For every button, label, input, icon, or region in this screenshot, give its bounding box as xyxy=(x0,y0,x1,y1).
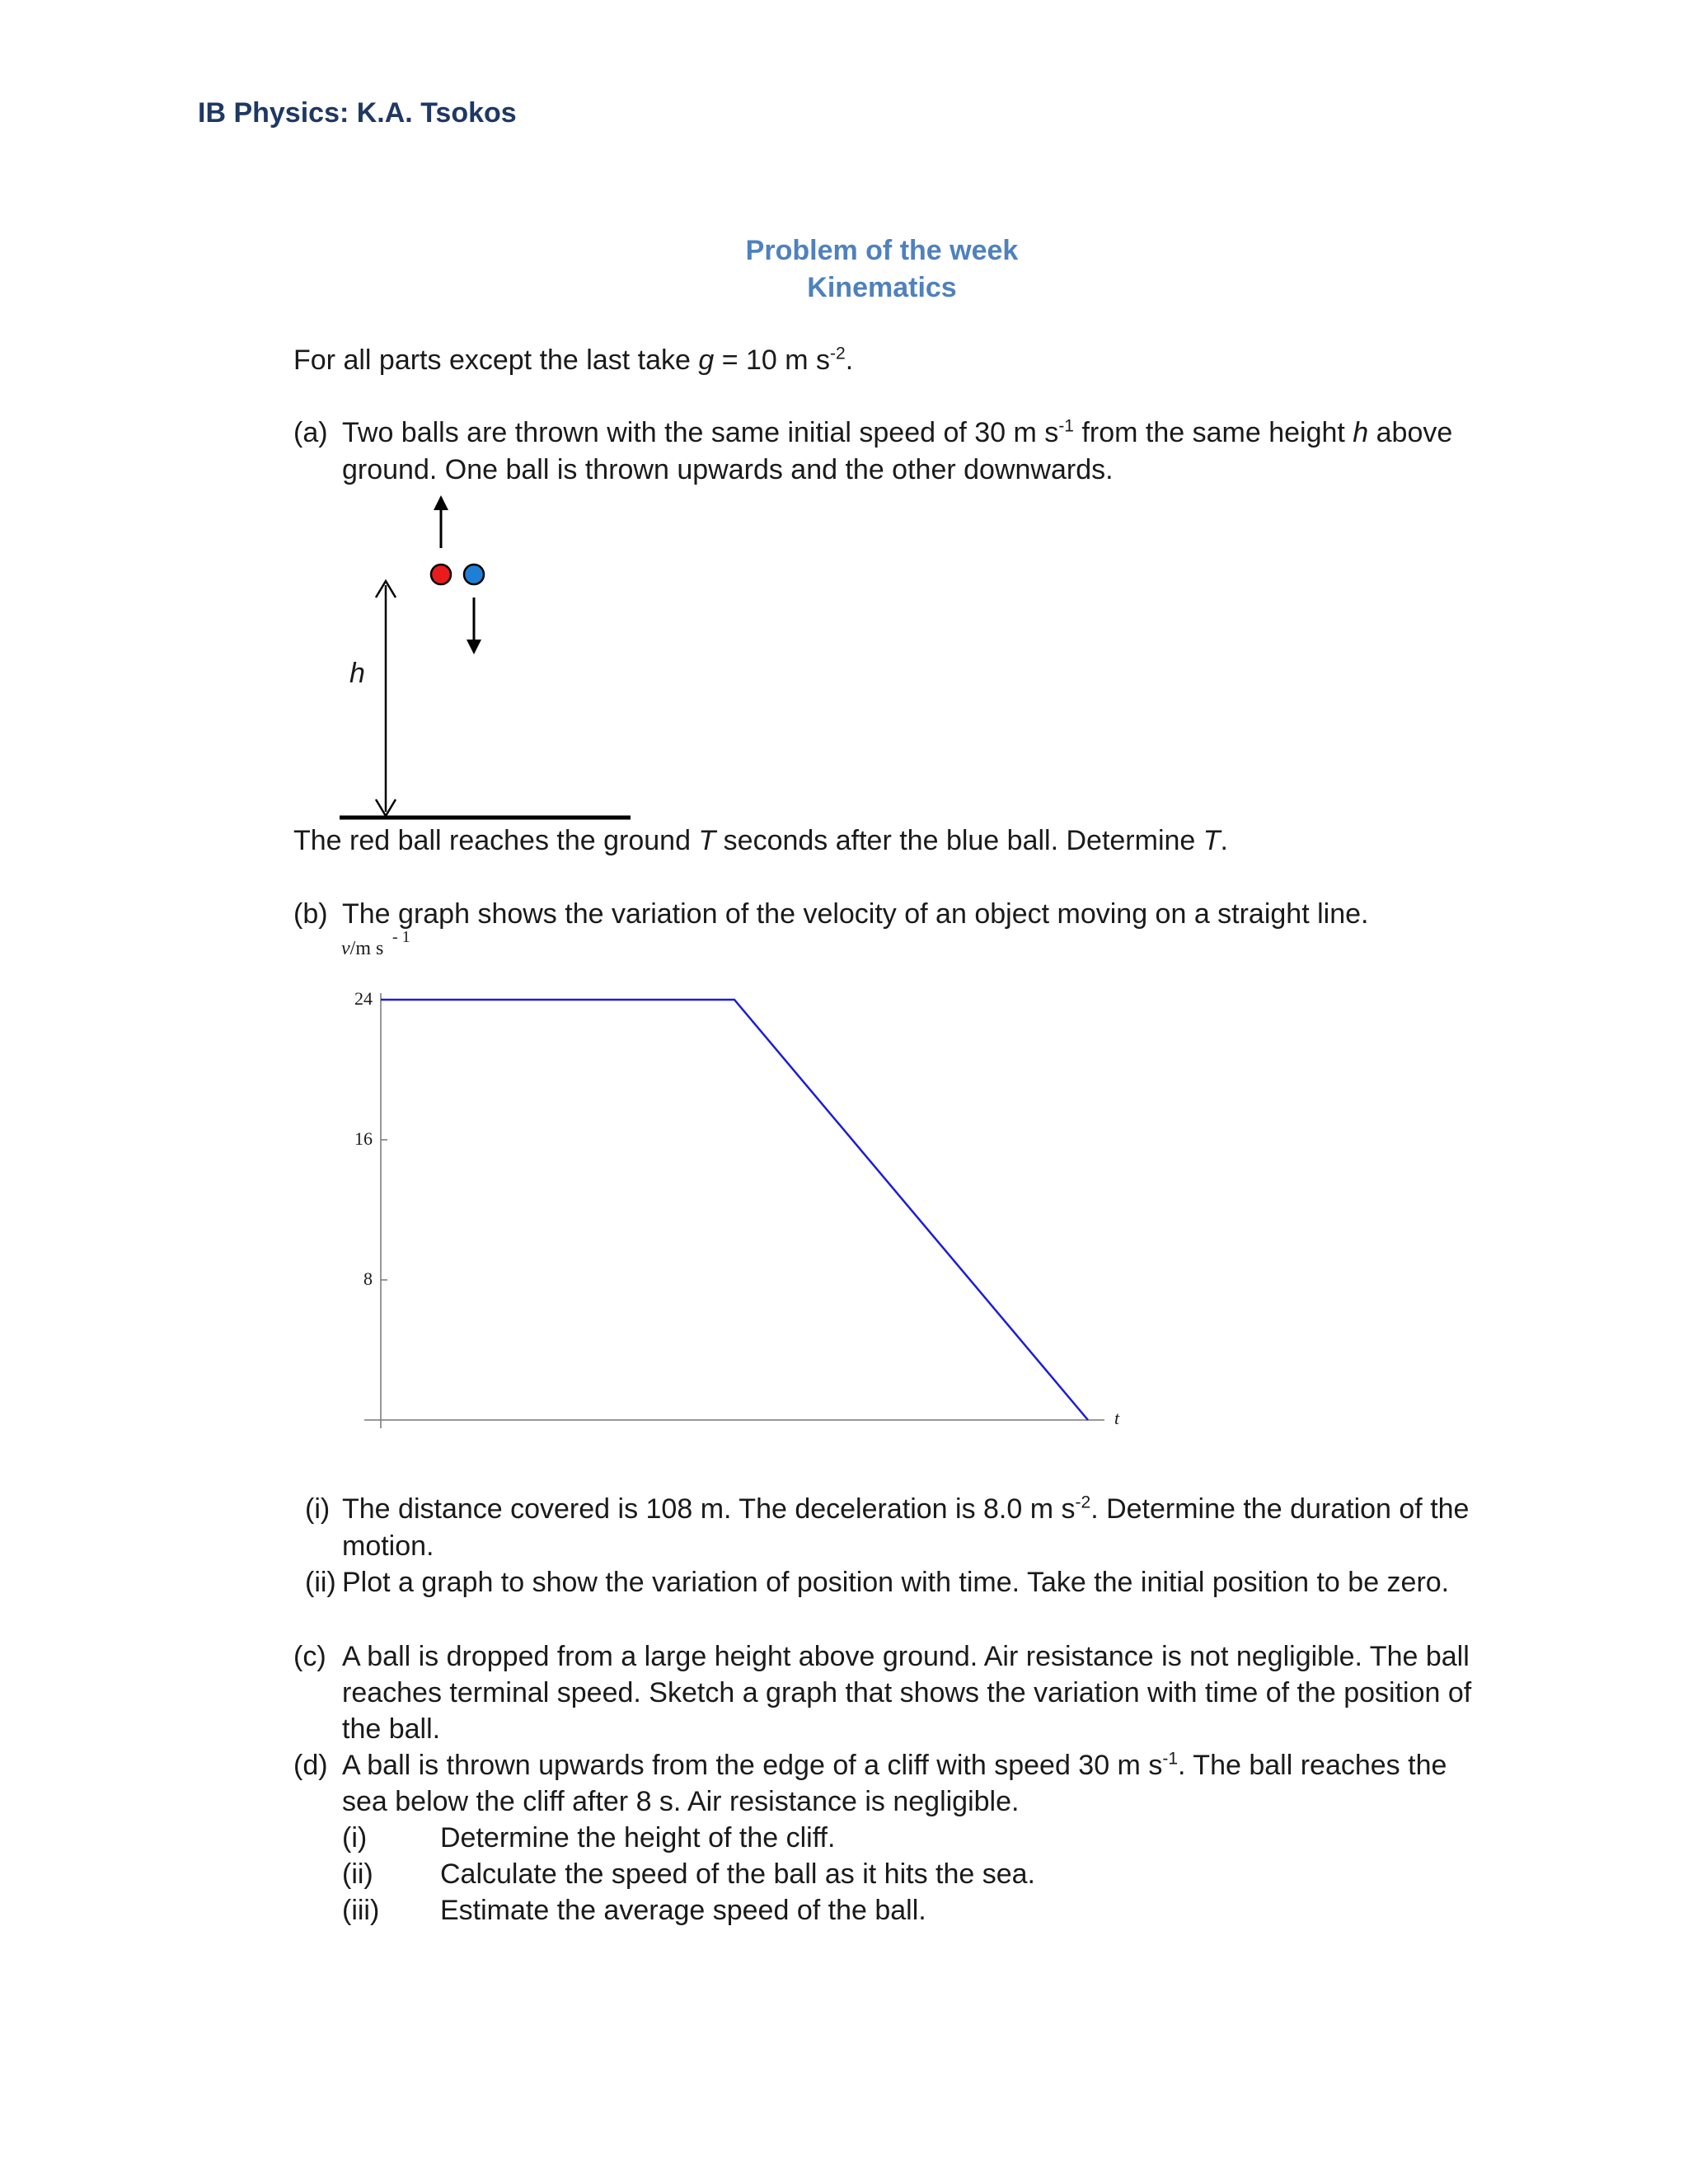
part-b-ii-label: (ii) xyxy=(305,1567,336,1598)
part-d-item-label: (iii) xyxy=(342,1895,380,1926)
part-d-line-2: sea below the cliff after 8 s. Air resistance is negligible. xyxy=(342,1786,1020,1817)
part-d-item-label: (i) xyxy=(342,1822,368,1854)
part-a-label: (a) xyxy=(293,417,328,448)
title-line-2: Kinematics xyxy=(807,272,957,303)
part-b-i-line-1: The distance covered is 108 m. The deceleration is 8.0 m $s^{-2}$. Determine the duration of the xyxy=(342,1493,1470,1525)
x-axis-label: t xyxy=(1114,1408,1120,1428)
y-tick-label: 16 xyxy=(354,1128,373,1149)
course-header: IB Physics: K.A. Tsokos xyxy=(198,97,517,129)
intro-text: For all parts except the last take g = 10 m $s^{-2}$. xyxy=(293,344,854,376)
part-b-i-label: (i) xyxy=(305,1493,331,1525)
height-label: h xyxy=(349,658,365,689)
part-c-line-3: the ball. xyxy=(342,1713,441,1745)
part-d-item-text: Estimate the average speed of the ball. xyxy=(440,1895,926,1926)
part-c-line-2: reaches terminal speed. Sketch a graph that shows the variation with time of the position of xyxy=(342,1677,1472,1708)
part-d-label: (d) xyxy=(293,1750,328,1781)
velocity-line xyxy=(381,1000,1088,1420)
title-line-1: Problem of the week xyxy=(745,235,1019,266)
part-c-label: (c) xyxy=(293,1641,326,1672)
part-a-line-1: Two balls are thrown with the same initial speed of 30 m $s^{-1}$ from the same height h above xyxy=(342,416,1453,448)
part-a-question: The red ball reaches the ground T seconds after the blue ball. Determine T. xyxy=(293,825,1228,856)
y-tick-label: 8 xyxy=(363,1268,373,1289)
part-d-item-text: Determine the height of the cliff. xyxy=(440,1822,836,1854)
part-b-label: (b) xyxy=(293,898,328,930)
part-d-item-label: (ii) xyxy=(342,1858,373,1890)
part-b-text: The graph shows the variation of the velocity of an object moving on a straight line. xyxy=(342,898,1369,930)
part-a-line-2: ground. One ball is thrown upwards and the other downwards. xyxy=(342,454,1114,485)
part-d-item-text: Calculate the speed of the ball as it hits the sea. xyxy=(440,1858,1036,1890)
y-axis-label-exponent: - 1 xyxy=(392,928,410,946)
part-d-line-1: A ball is thrown upwards from the edge of a cliff with speed 30 m $s^{-1}$. The ball reaches the xyxy=(342,1749,1447,1781)
part-c-line-1: A ball is dropped from a large height above ground. Air resistance is not negligible. The ball xyxy=(342,1641,1470,1672)
y-tick-label: 24 xyxy=(354,988,373,1009)
part-b-i-line-2: motion. xyxy=(342,1530,434,1562)
y-axis-label: v/m s xyxy=(341,938,384,959)
part-b-ii-text: Plot a graph to show the variation of position with time. Take the initial position to be zero. xyxy=(342,1567,1450,1598)
